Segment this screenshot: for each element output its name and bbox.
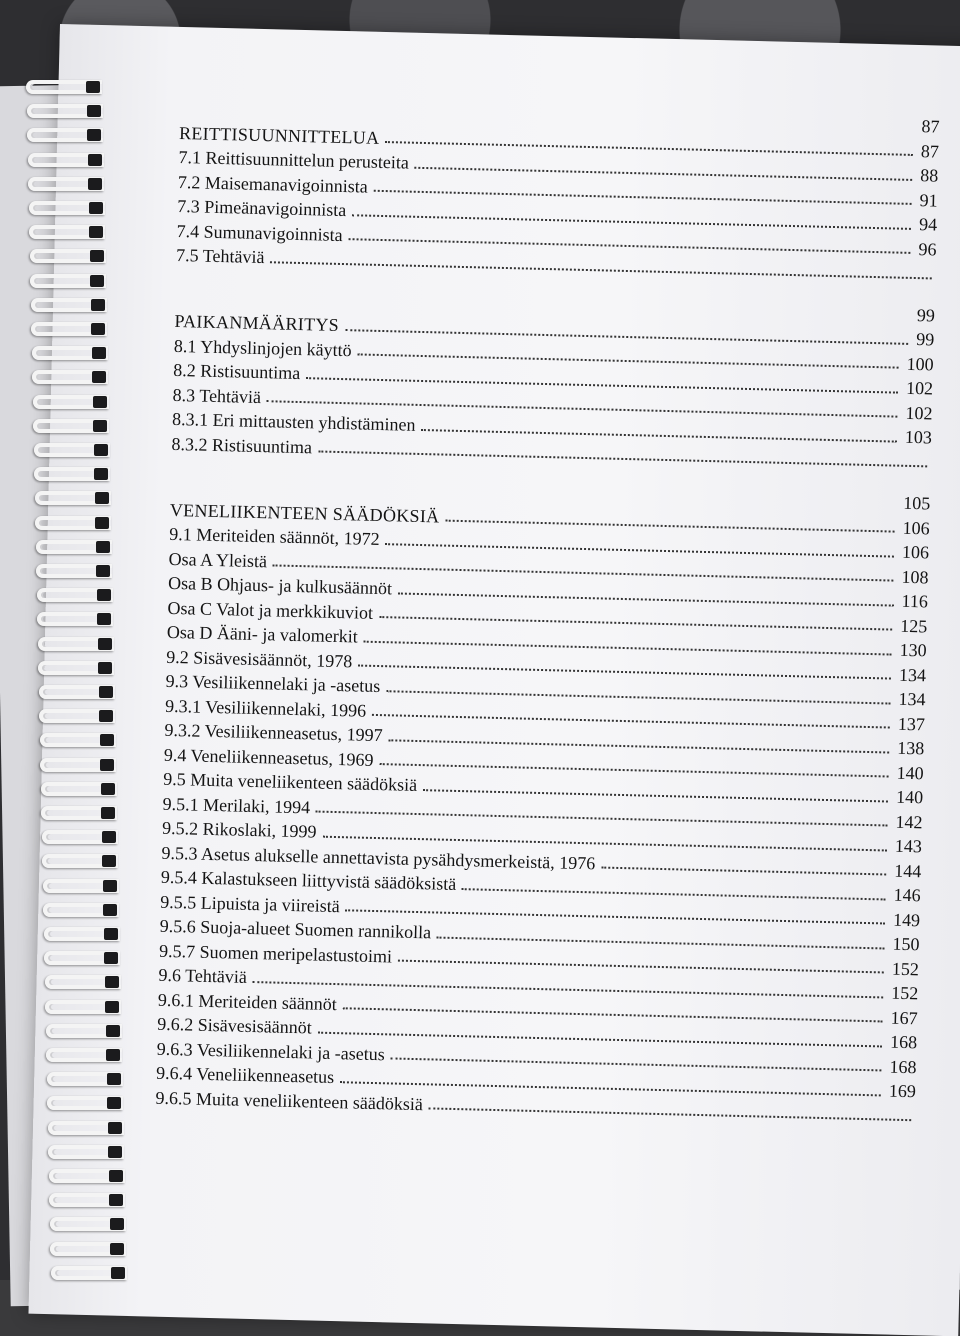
binding-hole (110, 1218, 124, 1230)
toc-entry-title: 7.1 Reittisuunnittelun perusteita (178, 145, 413, 175)
toc-entry-page: 168 (886, 1030, 918, 1055)
binding-hole (87, 105, 101, 117)
toc-entry-page: 94 (915, 212, 938, 237)
toc-entry-title: 9.6.2 Sisävesisäännöt (157, 1012, 316, 1040)
toc-entry-title: 9.6.4 Veneliikenneasetus (156, 1061, 339, 1090)
binding-hole (108, 1122, 122, 1134)
toc-entry-title: 9.6 Tehtäviä (158, 963, 251, 990)
toc-entry-title: PAIKANMÄÄRITYS (174, 309, 343, 338)
toc-entry-title: Osa B Ohjaus- ja kulkusäännöt (168, 571, 396, 601)
toc-entry-page: 102 (902, 376, 934, 401)
toc-entry-page: 149 (889, 907, 921, 932)
toc-entry-page: 146 (889, 883, 921, 908)
binding-hole (91, 323, 105, 335)
toc-entry-title: 9.6.5 Muita veneliikenteen säädöksiä (155, 1085, 427, 1116)
binding-hole (104, 928, 118, 940)
toc-entry-page: 96 (914, 236, 937, 261)
binding-hole (91, 299, 105, 311)
toc-entry-page: 88 (916, 163, 939, 188)
binding-hole (109, 1170, 123, 1182)
toc-entry-page: 116 (897, 589, 928, 614)
binding-hole (89, 226, 103, 238)
binding-hole (98, 662, 112, 674)
toc-entry-page: 144 (890, 858, 922, 883)
binding-hole (100, 734, 114, 746)
toc-entry-title: 9.3.2 Vesiliikenneasetus, 1997 (164, 718, 387, 748)
binding-hole (106, 1025, 120, 1037)
binding-hole (88, 178, 102, 190)
binding-hole (99, 710, 113, 722)
binding-hole (108, 1146, 122, 1158)
toc-entry-title: 7.4 Sumunavigoinnista (176, 218, 347, 247)
binding-hole (100, 759, 114, 771)
toc-entry-title: 9.5.2 Rikoslaki, 1999 (162, 816, 321, 844)
toc-section-reittisuunnittelua (176, 96, 940, 286)
toc-entry-page: 125 (896, 613, 928, 638)
toc-entry-title: 9.5.6 Suoja-alueet Suomen rannikolla (159, 914, 435, 945)
toc-entry-page: 87 (917, 139, 940, 164)
toc-entry-title: 9.5.4 Kalastukseen liittyvistä säädöksistä (161, 865, 461, 897)
spiral-binding (26, 80, 106, 1280)
toc-entry-page: 91 (915, 188, 938, 213)
toc-entry-page: 87 (917, 114, 940, 139)
binding-hole (103, 880, 117, 892)
binding-hole (92, 371, 106, 383)
binding-hole (101, 807, 115, 819)
binding-hole (111, 1267, 125, 1279)
toc-entry-page: 140 (892, 785, 924, 810)
binding-hole (110, 1243, 124, 1255)
toc-entry-title: 9.2 Sisävesisäännöt, 1978 (166, 644, 357, 673)
binding-hole (104, 952, 118, 964)
toc-entry-title: 8.3 Tehtäviä (172, 382, 265, 409)
binding-hole (86, 81, 100, 93)
binding-hole (95, 517, 109, 529)
binding-hole (96, 541, 110, 553)
binding-hole (89, 202, 103, 214)
toc-entry-title: Osa D Ääni- ja valomerkit (167, 620, 362, 649)
toc-section-paikanmaaritys (171, 284, 935, 474)
toc-entry-title: 9.5.5 Lipuista ja viireistä (160, 889, 344, 918)
toc-entry-title: VENELIIKENTEEN SÄÄDÖKSIÄ (170, 497, 444, 528)
toc-entry-title: 9.4 Veneliikenneasetus, 1969 (164, 742, 378, 772)
toc-entry-page: 143 (891, 834, 923, 859)
binding-hole (93, 420, 107, 432)
toc-entry-title: 8.3.2 Ristisuuntima (171, 431, 316, 459)
toc-section-veneliikenteen-saadoksia (155, 473, 930, 1128)
table-of-contents (155, 96, 940, 1145)
binding-hole (87, 129, 101, 141)
binding-hole (105, 1001, 119, 1013)
binding-hole (105, 976, 119, 988)
toc-entry-title: 9.6.3 Vesiliikennelaki ja -asetus (156, 1036, 389, 1066)
binding-hole (103, 904, 117, 916)
binding-hole (102, 855, 116, 867)
toc-entry-page: 142 (891, 809, 923, 834)
binding-hole (90, 275, 104, 287)
toc-entry-page: 138 (893, 736, 925, 761)
toc-entry-page: 105 (899, 491, 931, 516)
toc-entry-page: 140 (892, 760, 924, 785)
toc-entry-page: 134 (894, 687, 926, 712)
binding-hole (95, 492, 109, 504)
toc-entry-title: 9.6.1 Meriteiden säännöt (158, 987, 342, 1016)
binding-hole (106, 1049, 120, 1061)
toc-entry-title: Osa A Yleistä (168, 546, 271, 573)
toc-entry-page: 106 (898, 540, 930, 565)
toc-entry-title: 9.5.1 Merilaki, 1994 (162, 791, 314, 819)
toc-entry-page: 137 (894, 711, 926, 736)
toc-entry-title: 9.3 Vesiliikennelaki ja -asetus (165, 669, 384, 699)
toc-entry-page: 108 (897, 564, 929, 589)
toc-entry-title: 9.5.7 Suomen meripelastustoimi (159, 938, 397, 968)
binding-hole (98, 638, 112, 650)
toc-entry-title: 9.3.1 Vesiliikennelaki, 1996 (165, 693, 371, 723)
toc-entry-page: 152 (887, 981, 919, 1006)
toc-entry-title: REITTISUUNNITTELUA (179, 120, 384, 149)
toc-entry-title: 7.5 Tehtäviä (176, 243, 269, 270)
toc-entry-title: 9.5 Muita veneliikenteen säädöksiä (163, 767, 421, 798)
binding-hole (101, 783, 115, 795)
binding-hole (97, 589, 111, 601)
binding-hole (94, 468, 108, 480)
binding-hole (109, 1194, 123, 1206)
binding-hole (99, 686, 113, 698)
toc-entry-page: 102 (901, 400, 933, 425)
binding-hole (97, 613, 111, 625)
binding-hole (94, 444, 108, 456)
toc-entry-title: 9.1 Meriteiden säännöt, 1972 (169, 522, 384, 552)
binding-hole (107, 1073, 121, 1085)
toc-entry-page: 134 (895, 662, 927, 687)
toc-entry-title: 8.1 Yhdyslinjojen käyttö (174, 333, 356, 362)
toc-entry-page: 99 (913, 302, 936, 327)
toc-entry-page: 150 (888, 932, 920, 957)
toc-entry-page: 152 (888, 956, 920, 981)
toc-entry-page: 168 (885, 1054, 917, 1079)
binding-hole (93, 396, 107, 408)
toc-entry-page: 167 (886, 1005, 918, 1030)
toc-entry-title: 7.2 Maisemanavigoinnista (178, 169, 373, 198)
binding-hole (102, 831, 116, 843)
binding-hole (96, 565, 110, 577)
toc-entry-page: 169 (885, 1079, 917, 1104)
toc-entry-title: 8.3.1 Eri mittausten yhdistäminen (172, 407, 420, 438)
toc-entry-page: 106 (898, 515, 930, 540)
toc-entry-page: 130 (895, 638, 927, 663)
toc-entry-title: 7.3 Pimeänavigoinnista (177, 194, 351, 223)
binding-hole (92, 347, 106, 359)
binding-hole (107, 1097, 121, 1109)
toc-entry-page: 100 (902, 351, 934, 376)
toc-entry-page: 103 (901, 425, 933, 450)
toc-entry-title: 8.2 Ristisuuntima (173, 358, 305, 386)
binding-hole (90, 250, 104, 262)
toc-entry-title: 9.5.3 Asetus alukselle annettavista pysähdysmerkeistä, 1976 (161, 840, 599, 875)
toc-entry-page: 99 (912, 327, 935, 352)
binding-hole (88, 154, 102, 166)
toc-entry-title: Osa C Valot ja merkkikuviot (167, 595, 377, 625)
